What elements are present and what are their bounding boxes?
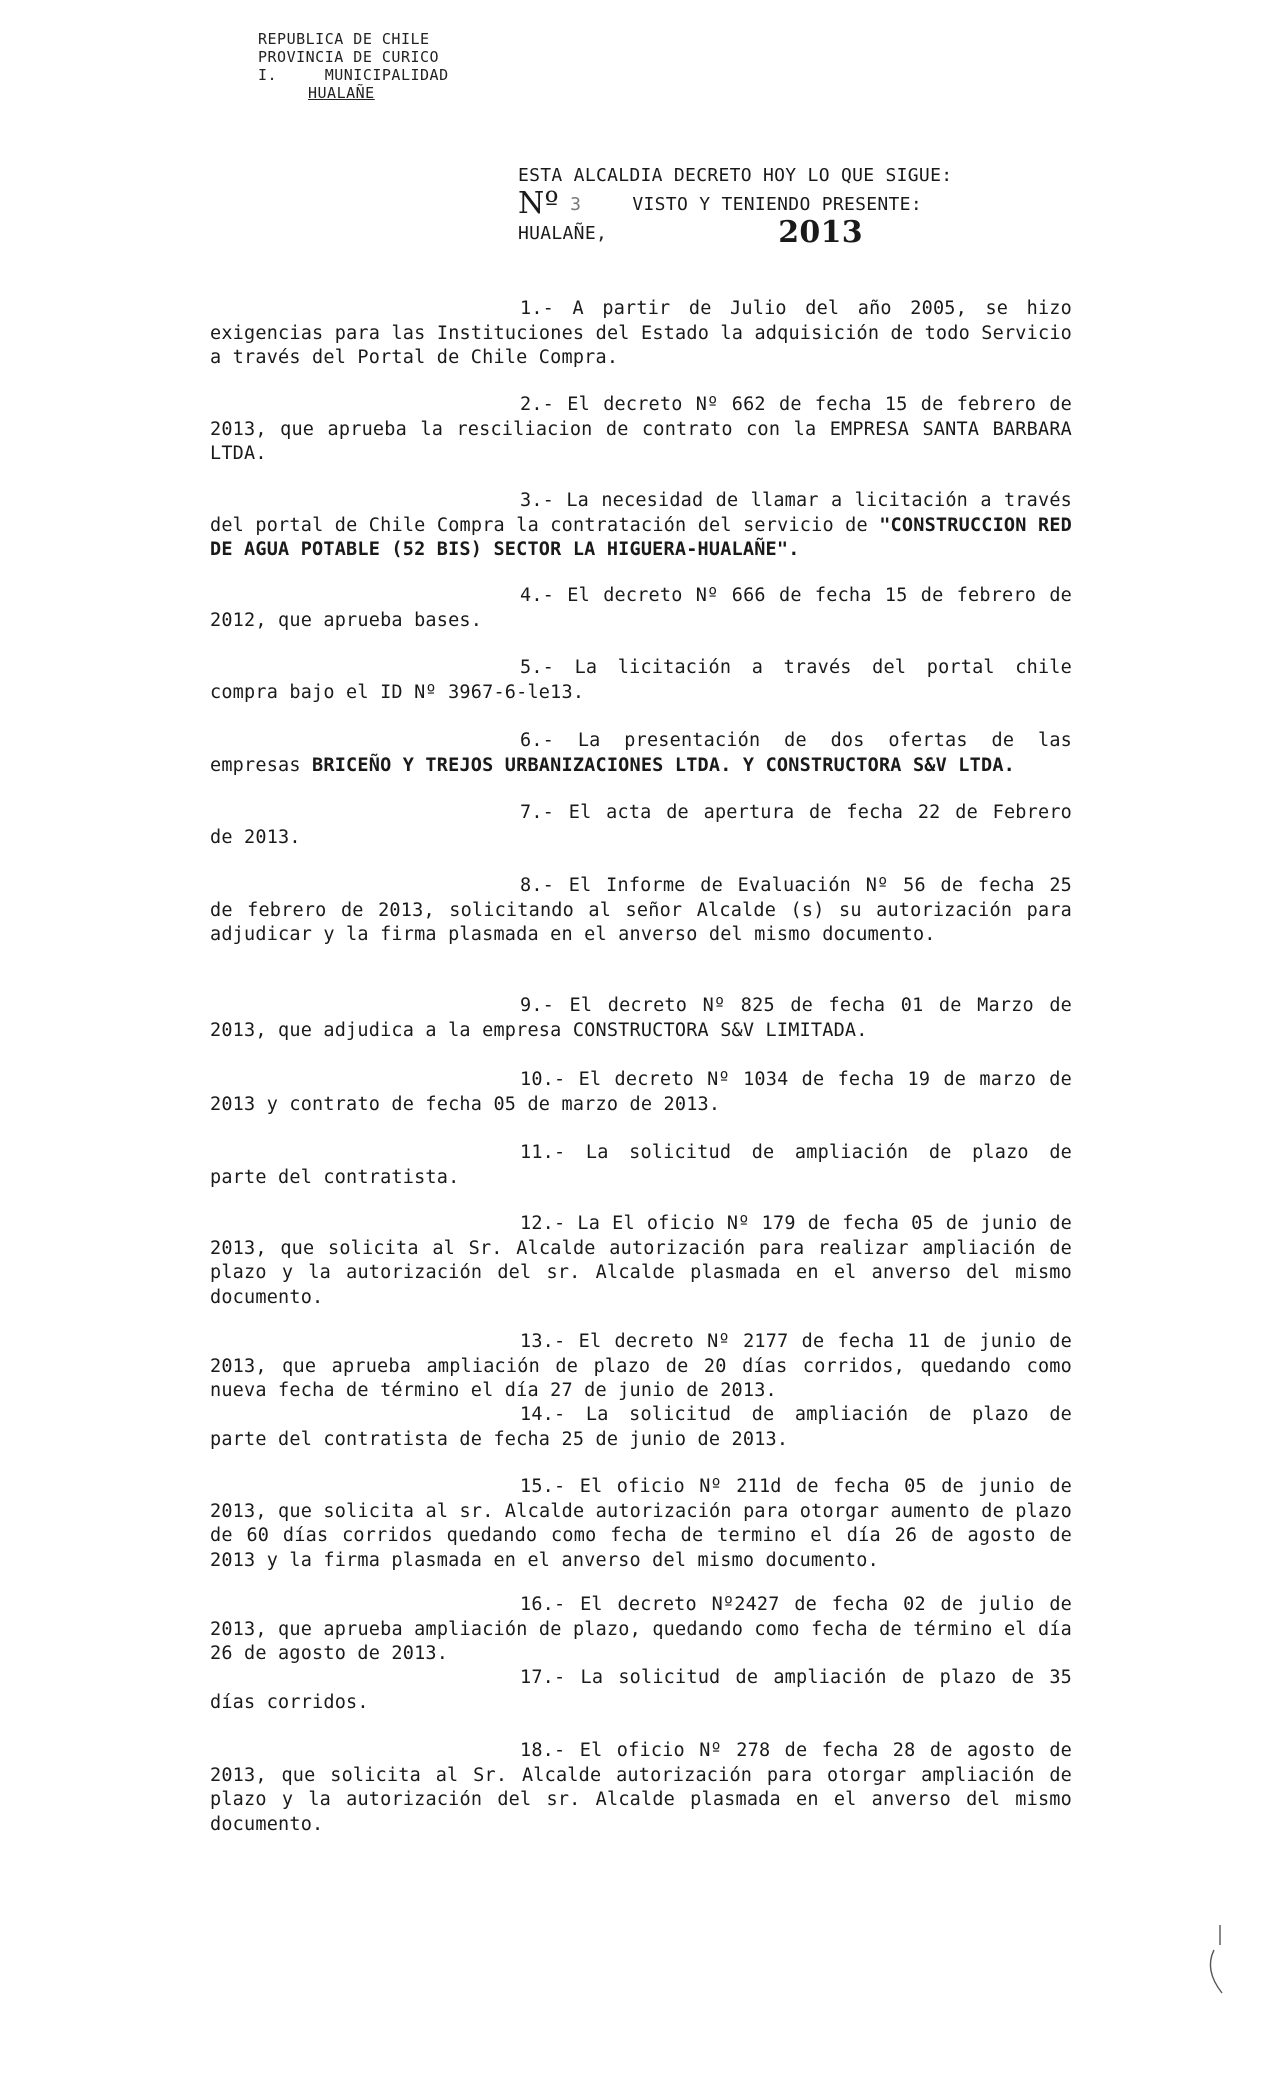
consideration-item xyxy=(210,297,1072,371)
decree-place: HUALAÑE, xyxy=(518,223,608,244)
decree-heading xyxy=(518,162,952,248)
consideration-text: El oficio Nº 211d de fecha 05 de junio de 2013, que solicita al sr. Alcalde autorización para otorgar aumento de plazo de 60 días corridos quedando como fecha de termino el día 26 de agosto de 2013 y la firma plasmada en el anverso del mismo documento. xyxy=(210,1476,1072,1571)
visto-label: VISTO Y TENIENDO PRESENTE: xyxy=(632,194,922,215)
consideration-text: El decreto Nº 666 de fecha 15 de febrero de 2012, que aprueba bases. xyxy=(210,585,1072,631)
consideration-item xyxy=(210,1475,1072,1573)
letterhead-line-municipalidad: I. MUNICIPALIDAD xyxy=(258,66,449,84)
consideration-item xyxy=(210,994,1072,1043)
consideration-text: El oficio Nº 278 de fecha 28 de agosto de 2013, que solicita al Sr. Alcalde autorización para otorgar ampliación de plazo y la autorización del sr. Alcalde plasmada en el anverso del mismo documento. xyxy=(210,1740,1072,1835)
consideration-item xyxy=(210,1403,1072,1452)
consideration-text: El decreto Nº 1034 de fecha 19 de marzo de 2013 y contrato de fecha 05 de marzo de 2013. xyxy=(210,1069,1072,1115)
consideration-number: 12.- xyxy=(520,1213,566,1234)
consideration-item xyxy=(210,1212,1072,1310)
consideration-number: 1.- xyxy=(520,298,555,319)
consideration-text: La necesidad de llamar a licitación a través del portal de Chile Compra la contratación del servicio de xyxy=(210,490,1072,536)
consideration-number: 6.- xyxy=(520,730,555,751)
consideration-item xyxy=(210,1141,1072,1190)
decree-number-label: Nº xyxy=(518,186,559,221)
consideration-item xyxy=(210,584,1072,633)
consideration-number: 5.- xyxy=(520,657,555,678)
consideration-number: 15.- xyxy=(520,1476,566,1497)
consideration-number: 3.- xyxy=(520,490,555,511)
letterhead xyxy=(258,30,449,102)
margin-bracket-mark xyxy=(1200,1925,1226,1995)
consideration-number: 18.- xyxy=(520,1740,566,1761)
consideration-text: A partir de Julio del año 2005, se hizo exigencias para las Instituciones del Estado la adquisición de todo Servicio a través del Portal de Chile Compra. xyxy=(210,298,1072,368)
consideration-number: 13.- xyxy=(520,1331,566,1352)
letterhead-line-hualane: HUALAÑE xyxy=(308,84,375,102)
consideration-text: La solicitud de ampliación de plazo de 35 días corridos. xyxy=(210,1667,1073,1713)
decree-year: 2013 xyxy=(778,215,863,250)
consideration-item xyxy=(210,1330,1072,1404)
consideration-text: El Informe de Evaluación Nº 56 de fecha 25 de febrero de 2013, solicitando al señor Alcalde (s) su autorización para adjudicar y la firma plasmada en el anverso del mismo documento. xyxy=(210,875,1072,945)
decree-place-row xyxy=(518,215,952,250)
consideration-text: La solicitud de ampliación de plazo de parte del contratista. xyxy=(210,1142,1072,1188)
consideration-number: 7.- xyxy=(520,802,555,823)
decree-number-value: 3 xyxy=(570,194,593,215)
consideration-text: El acta de apertura de fecha 22 de Febrero de 2013. xyxy=(210,802,1072,848)
consideration-number: 9.- xyxy=(520,995,555,1016)
consideration-item xyxy=(210,393,1072,467)
consideration-text: La licitación a través del portal chile compra bajo el ID Nº 3967-6-le13. xyxy=(210,657,1072,703)
consideration-number: 8.- xyxy=(520,875,555,896)
consideration-number: 17.- xyxy=(520,1667,566,1688)
consideration-item xyxy=(210,656,1072,705)
consideration-item xyxy=(210,1739,1072,1837)
consideration-bold-text: "CONSTRUCCION RED DE AGUA POTABLE (52 BIS) SECTOR LA HIGUERA-HUALAÑE". xyxy=(210,514,1072,560)
letterhead-line-provincia: PROVINCIA DE CURICO xyxy=(258,48,440,66)
consideration-text: La El oficio Nº 179 de fecha 05 de junio de 2013, que solicita al Sr. Alcalde autorización para realizar ampliación de plazo y la autorización del sr. Alcalde plasmada en el anverso del mismo documento. xyxy=(210,1213,1072,1308)
consideration-bold-text: BRICEÑO Y TREJOS URBANIZACIONES LTDA. Y CONSTRUCTORA S&V LTDA. xyxy=(312,754,1015,776)
consideration-number: 11.- xyxy=(520,1142,566,1163)
consideration-item xyxy=(210,489,1072,563)
consideration-text: El decreto Nº 825 de fecha 01 de Marzo de 2013, que adjudica a la empresa CONSTRUCTORA S&V LIMITADA. xyxy=(210,995,1073,1041)
consideration-text: La presentación de dos ofertas de las empresas xyxy=(210,730,1072,776)
consideration-number: 16.- xyxy=(520,1594,566,1615)
consideration-item xyxy=(210,1666,1072,1715)
consideration-item xyxy=(210,1068,1072,1117)
consideration-text: El decreto Nº 662 de fecha 15 de febrero de 2013, que aprueba la resciliacion de contrato con la EMPRESA SANTA BARBARA LTDA. xyxy=(210,394,1072,464)
consideration-number: 14.- xyxy=(520,1404,566,1425)
consideration-text: El decreto Nº 2177 de fecha 11 de junio de 2013, que aprueba ampliación de plazo de 20 días corridos, quedando como nueva fecha de término el día 27 de junio de 2013. xyxy=(210,1331,1072,1401)
consideration-number: 10.- xyxy=(520,1069,566,1090)
consideration-text: El decreto Nº2427 de fecha 02 de julio de 2013, que aprueba ampliación de plazo, quedando como fecha de término el día 26 de agosto de 2013. xyxy=(210,1594,1073,1664)
consideration-item xyxy=(210,1593,1072,1667)
decree-heading-line1: ESTA ALCALDIA DECRETO HOY LO QUE SIGUE: xyxy=(518,165,953,186)
consideration-text: La solicitud de ampliación de plazo de parte del contratista de fecha 25 de junio de 2013. xyxy=(210,1404,1072,1450)
consideration-item xyxy=(210,729,1072,778)
consideration-number: 2.- xyxy=(520,394,555,415)
letterhead-line-republica: REPUBLICA DE CHILE xyxy=(258,30,430,48)
consideration-item xyxy=(210,801,1072,850)
consideration-item xyxy=(210,874,1072,948)
consideration-number: 4.- xyxy=(520,585,555,606)
